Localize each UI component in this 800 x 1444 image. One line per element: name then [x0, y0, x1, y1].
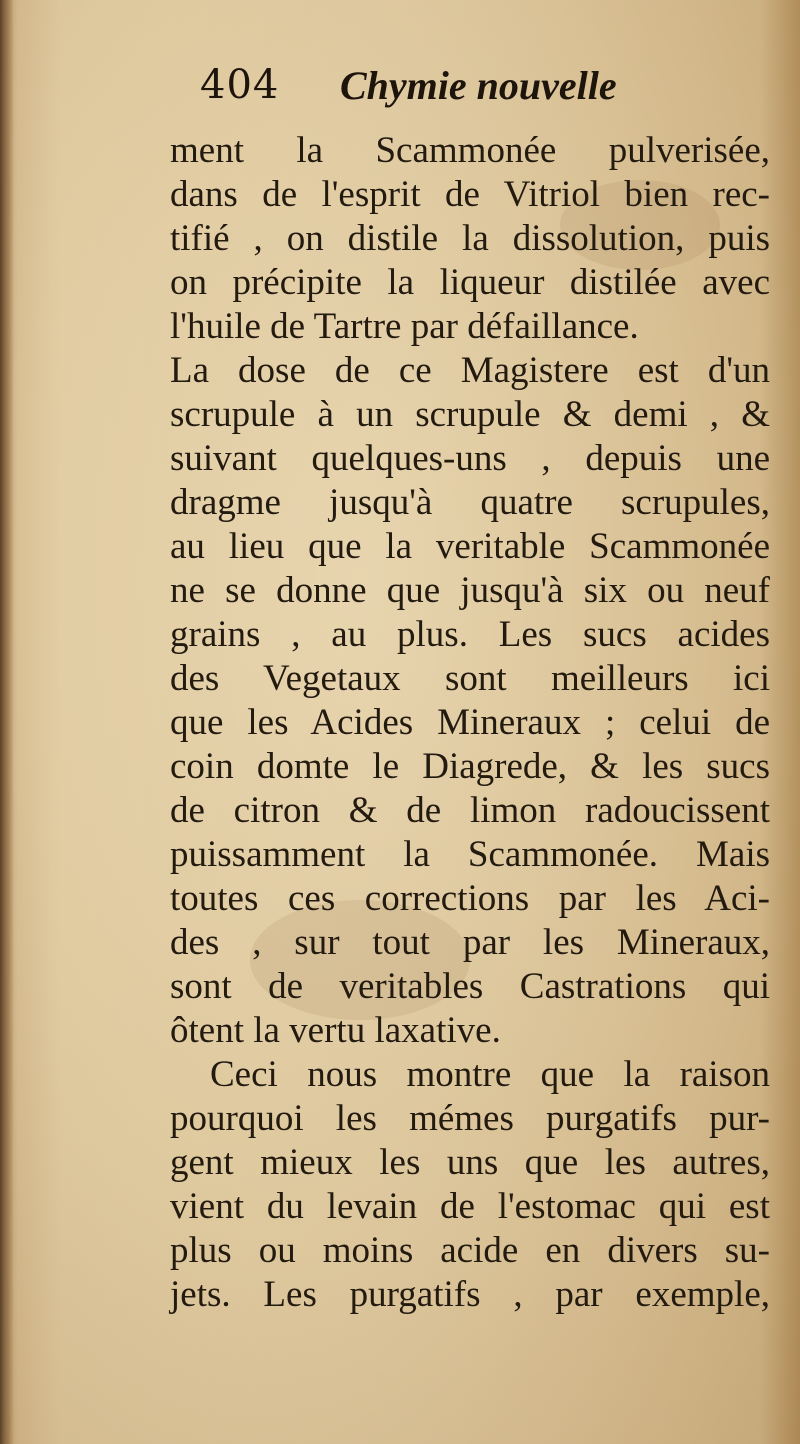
text-line: plus ou moins acide en divers su-	[170, 1230, 770, 1271]
text-line: grains , au plus. Les sucs acides	[170, 614, 770, 655]
text-line: dans de l'esprit de Vitriol bien rec-	[170, 174, 770, 215]
page-number: 404	[200, 62, 280, 108]
text-line: ne se donne que jusqu'à six ou neuf	[170, 570, 770, 611]
text-line: des Vegetaux sont meilleurs ici	[170, 658, 770, 699]
text-line: La dose de ce Magistere est d'un	[170, 350, 770, 391]
text-line: toutes ces corrections par les Aci-	[170, 878, 770, 919]
text-line: ment la Scammonée pulverisée,	[170, 130, 770, 171]
text-line: puissamment la Scammonée. Mais	[170, 834, 770, 875]
text-line: on précipite la liqueur distilée avec	[170, 262, 770, 303]
text-line: scrupule à un scrupule & demi , &	[170, 394, 770, 435]
text-line: pourquoi les mémes purgatifs pur-	[170, 1098, 770, 1139]
text-line: vient du levain de l'estomac qui est	[170, 1186, 770, 1227]
text-line: des , sur tout par les Mineraux,	[170, 922, 770, 963]
page-gutter-shadow	[0, 0, 14, 1444]
text-line: tifié , on distile la dissolution, puis	[170, 218, 770, 259]
running-title: Chymie nouvelle	[340, 63, 617, 108]
text-line: gent mieux les uns que les autres,	[170, 1142, 770, 1183]
running-head	[200, 62, 760, 122]
text-line: de citron & de limon radoucissent	[170, 790, 770, 831]
text-line: Ceci nous montre que la raison	[210, 1054, 770, 1095]
text-line: au lieu que la veritable Scammonée	[170, 526, 770, 567]
body-text	[170, 128, 770, 1368]
text-line: coin domte le Diagrede, & les sucs	[170, 746, 770, 787]
text-line: l'huile de Tartre par défaillance.	[170, 306, 639, 347]
text-line: sont de veritables Castrations qui	[170, 966, 770, 1007]
text-line: ôtent la vertu laxative.	[170, 1010, 501, 1051]
text-line: suivant quelques-uns , depuis une	[170, 438, 770, 479]
text-line: jets. Les purgatifs , par exemple,	[170, 1274, 770, 1315]
text-line: que les Acides Mineraux ; celui de	[170, 702, 770, 743]
text-line: dragme jusqu'à quatre scrupules,	[170, 482, 770, 523]
